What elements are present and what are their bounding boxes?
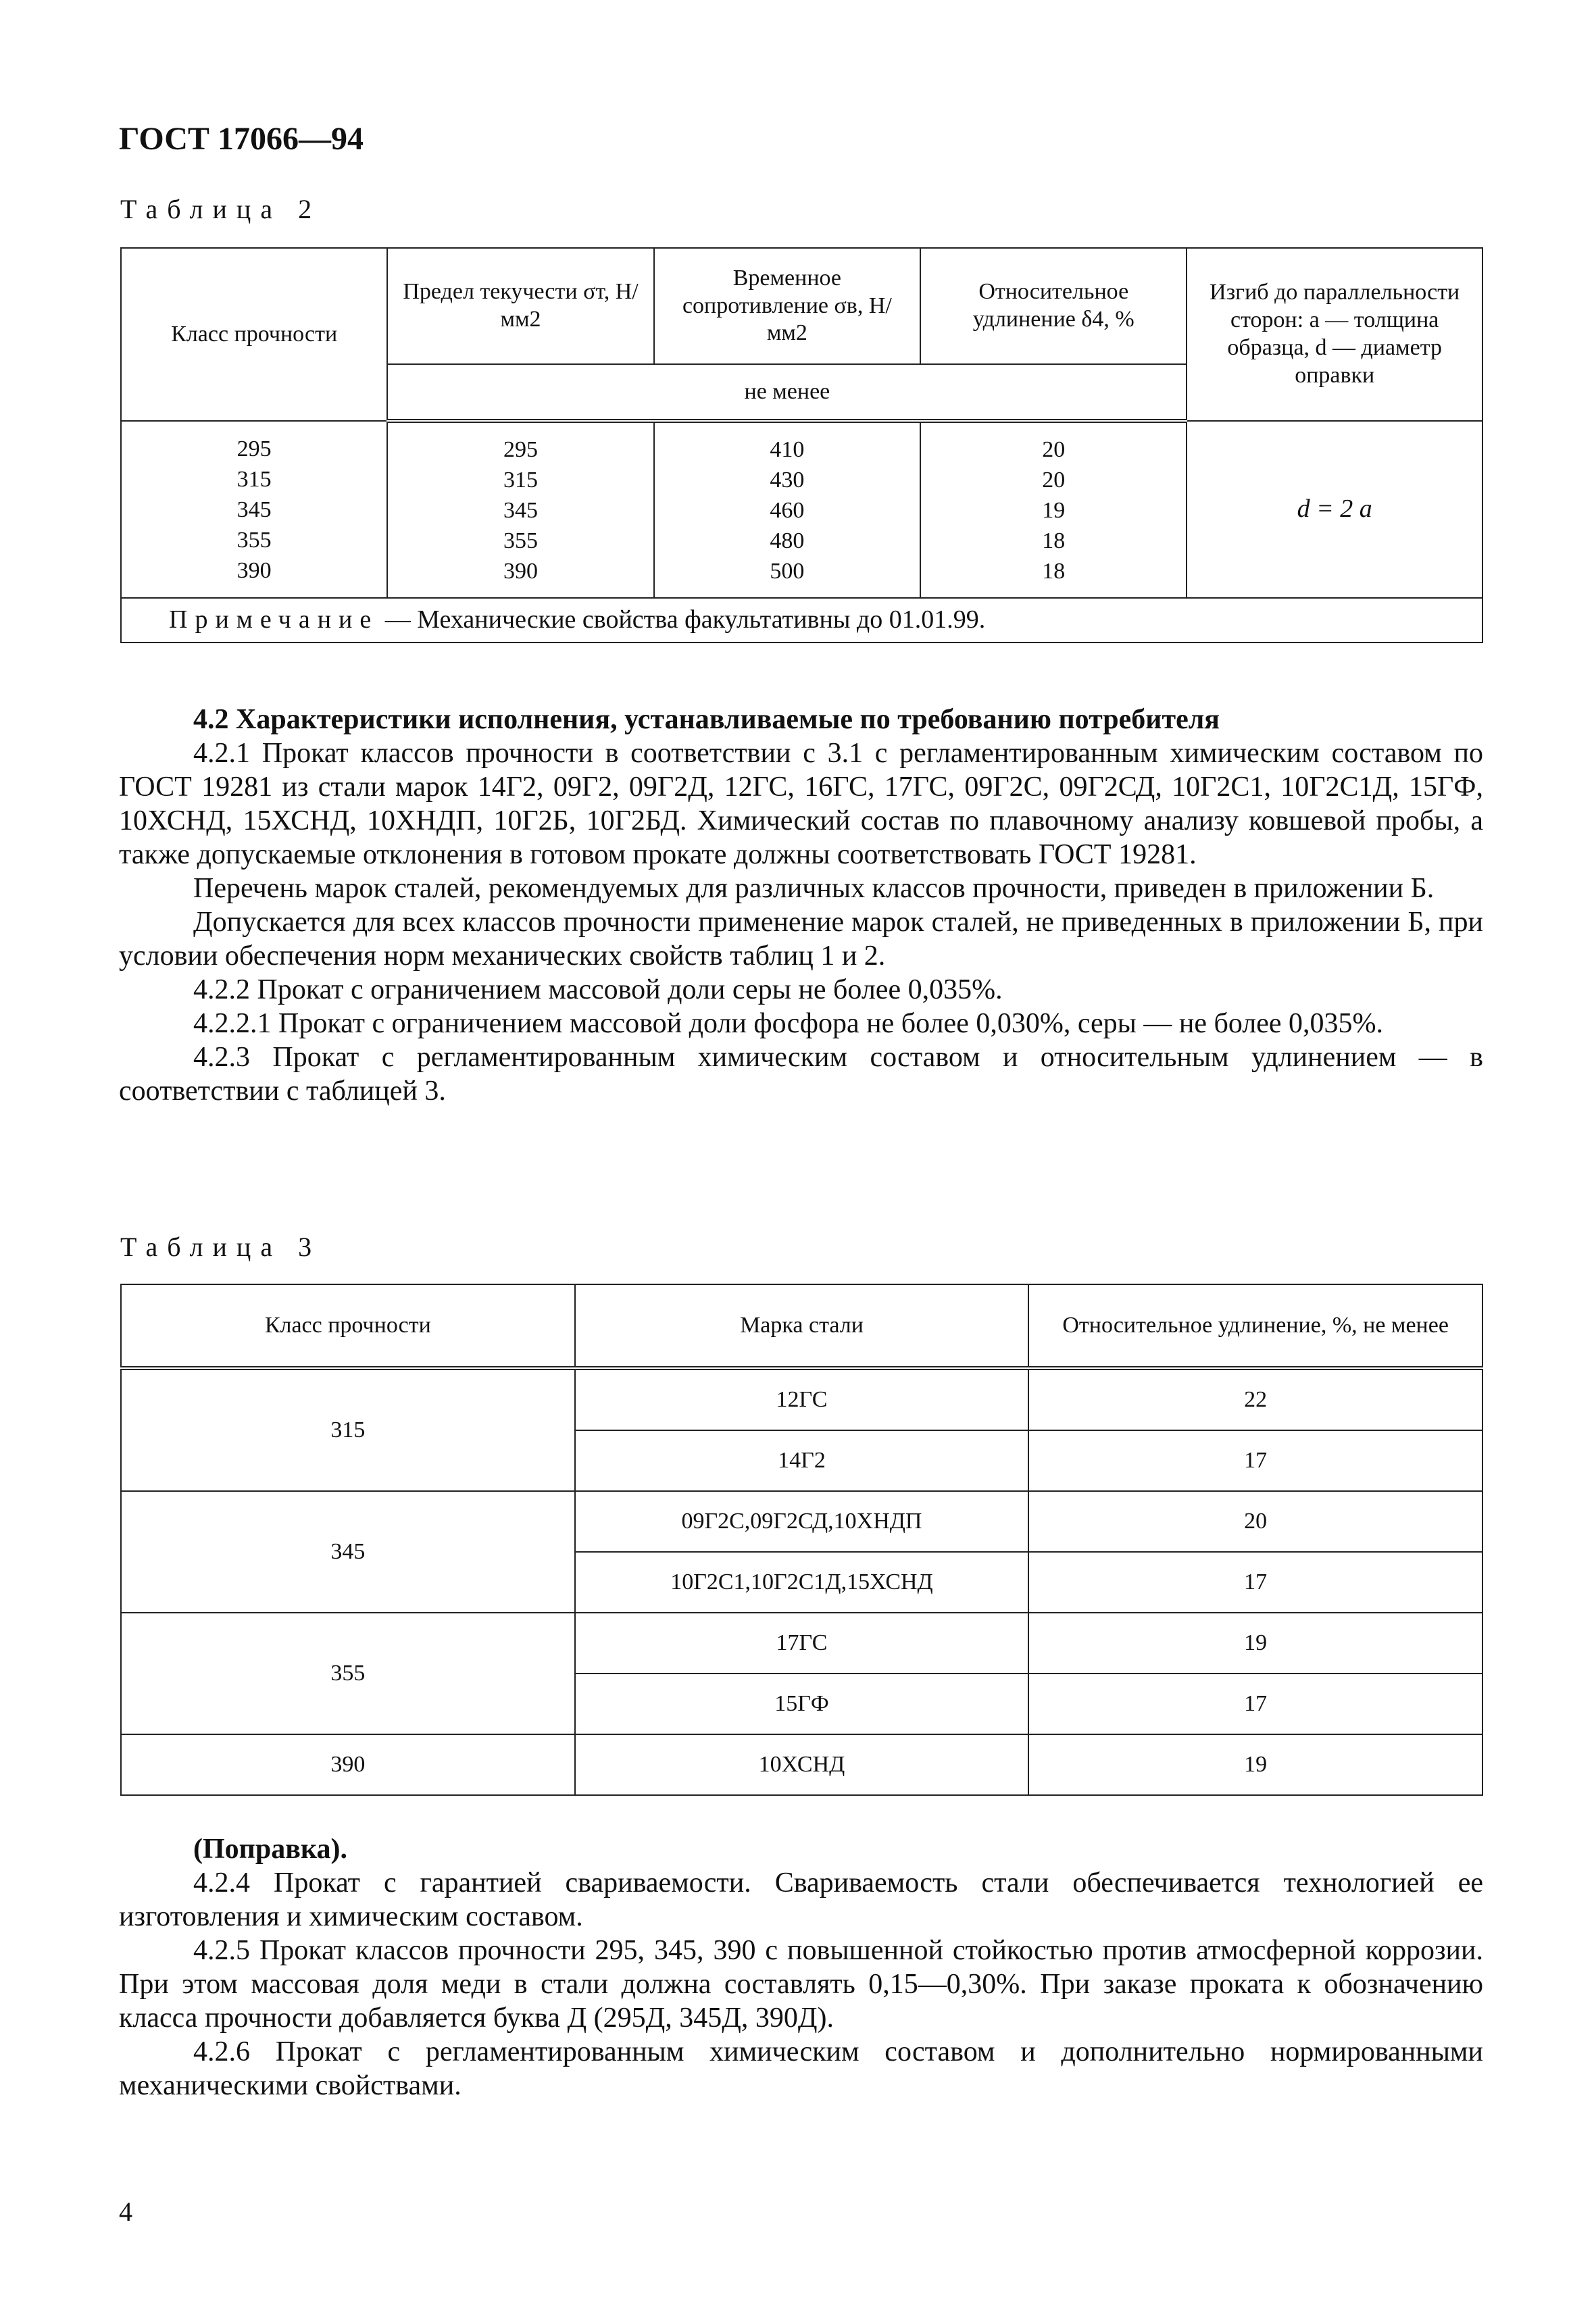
t3-grade: 12ГС [575,1368,1029,1430]
table3-caption: Таблица 3 [120,1232,322,1262]
section-4-2 [119,703,1483,1108]
page-number: 4 [119,2196,132,2227]
para-4-2-2-1: 4.2.2.1 Прокат с ограничением массовой доли фосфора не более 0,030%, серы — не более 0,035%. [193,1008,1384,1039]
t2-header-min: не менее [387,364,1187,421]
t3-elong: 19 [1028,1613,1482,1674]
section-4-2-heading: 4.2 Характеристики исполнения, устанавливаемые по требованию потребителя [193,704,1220,735]
t2-header-bend: Изгиб до параллельности сторон: a — толщина образца, d — диаметр оправки [1187,248,1482,421]
t2-note-text: — Механические свойства факультативны до 01.01.99. [378,605,986,634]
t3-class-355: 355 [121,1613,575,1734]
t3-elong: 17 [1028,1552,1482,1613]
t3-class-390: 390 [121,1734,575,1795]
t3-elong: 17 [1028,1430,1482,1491]
t3-class-315: 315 [121,1368,575,1491]
table-row [121,1734,1482,1795]
table-row [121,1613,1482,1674]
table2 [120,247,1483,643]
t3-elong: 17 [1028,1674,1482,1734]
t3-header-class: Класс прочности [121,1284,575,1368]
t3-elong: 20 [1028,1491,1482,1552]
para-4-2-1: 4.2.1 Прокат классов прочности в соответствии с 3.1 с регламентированным химическим составом по ГОСТ 19281 из стали марок 14Г2, 09Г2, 09Г2Д, 12ГС, 16ГС, 17ГС, 09Г2С, 09Г2СД, 10Г2С1, 10Г2С1Д, 15ГФ, 10ХСНД, 15ХСНД, 10ХНДП, 10Г2Б, 10Г2БД. Химический состав по плавочному анализу ковшевой пробы, а также допускаемые отклонения в готовом прокате должны соответствовать ГОСТ 19281. [119,738,1483,870]
t2-header-yield: Предел текучести σт, Н/мм2 [387,248,653,364]
table-row [121,1491,1482,1552]
para-4-2-6: 4.2.6 Прокат с регламентированным химическим составом и дополнительно нормированными механическими свойствами. [119,2036,1483,2101]
t3-elong: 22 [1028,1368,1482,1430]
para-4-2-2: 4.2.2 Прокат с ограничением массовой доли серы не более 0,035%. [193,974,1003,1005]
para-4-2-5: 4.2.5 Прокат классов прочности 295, 345, 390 с повышенной стойкостью против атмосферной коррозии. При этом массовая доля меди в стали должна составлять 0,15—0,30%. При заказе проката к обозначению класса прочности добавляется буква Д (295Д, 345Д, 390Д). [119,1935,1483,2034]
para-allowed: Допускается для всех классов прочности применение марок сталей, не приведенных в приложении Б, при условии обеспечения норм механических свойств таблиц 1 и 2. [119,907,1483,972]
t3-header-grade: Марка стали [575,1284,1029,1368]
t3-grade: 09Г2С,09Г2СД,10ХНДП [575,1491,1029,1552]
t3-elong: 19 [1028,1734,1482,1795]
t2-col-class: 295 315 345 355 390 [121,421,387,598]
t2-header-class: Класс прочности [121,248,387,421]
t2-col-yield: 295 315 345 355 390 [387,421,653,598]
table3 [120,1284,1483,1796]
t2-header-elongation: Относительное удлинение δ4, % [920,248,1187,364]
t3-grade: 15ГФ [575,1674,1029,1734]
t3-grade: 10Г2С1,10Г2С1Д,15ХСНД [575,1552,1029,1613]
document-title: ГОСТ 17066—94 [119,121,364,157]
t2-bend-value: d = 2 a [1187,421,1482,598]
t3-grade: 17ГС [575,1613,1029,1674]
t3-grade: 14Г2 [575,1430,1029,1491]
t2-col-tensile: 410 430 460 480 500 [654,421,920,598]
t2-note-label: Примечание [169,605,379,634]
t2-header-tensile: Временное сопротивление σв, Н/мм2 [654,248,920,364]
para-4-2-4: 4.2.4 Прокат с гарантией свариваемости. Свариваемость стали обеспечивается технологией ее изготовления и химическим составом. [119,1867,1483,1932]
table-row [121,1368,1482,1430]
t3-grade: 10ХСНД [575,1734,1029,1795]
t3-class-345: 345 [121,1491,575,1613]
para-4-2-3: 4.2.3 Прокат с регламентированным химическим составом и относительным удлинением — в соответствии с таблицей 3. [119,1042,1483,1107]
t3-header-elongation: Относительное удлинение, %, не менее [1028,1284,1482,1368]
t2-col-elongation: 20 20 19 18 18 [920,421,1187,598]
para-steels-list: Перечень марок сталей, рекомендуемых для различных классов прочности, приведен в приложении Б. [193,873,1435,904]
correction-note: (Поправка). [193,1834,347,1865]
section-after [119,1832,1483,2103]
t2-note [121,598,1482,643]
table2-caption: Таблица 2 [120,194,322,224]
